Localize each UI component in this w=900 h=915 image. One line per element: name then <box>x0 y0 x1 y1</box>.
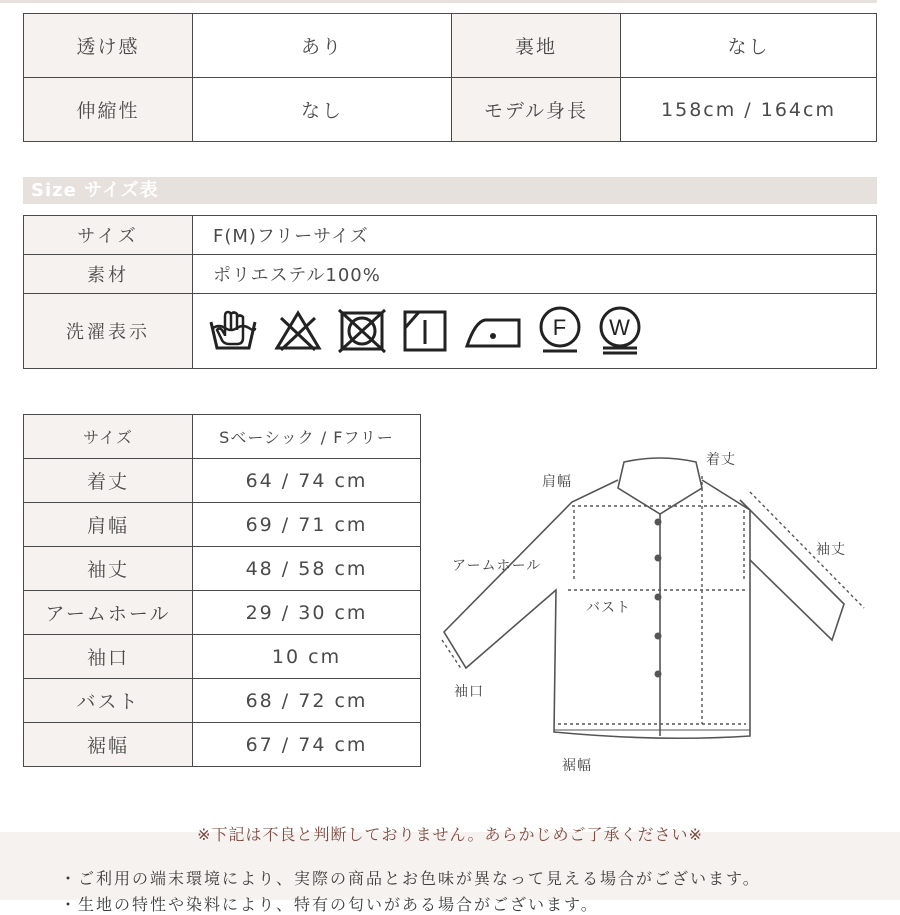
size-info-row <box>24 255 877 294</box>
material-value: ポリエステル100% <box>193 255 877 294</box>
hand-wash-icon <box>207 308 259 354</box>
spec-label: 伸縮性 <box>24 78 193 142</box>
material-label: 素材 <box>24 255 193 294</box>
diagram-label-bust: バスト <box>586 600 631 616</box>
dry-clean-letter: F <box>552 315 568 340</box>
measurement-label: アームホール <box>24 591 193 635</box>
size-info-table <box>23 215 877 369</box>
size-label: サイズ <box>24 216 193 255</box>
measurement-label: 袖口 <box>24 635 193 679</box>
spec-value: なし <box>193 78 452 142</box>
spec-value: 158cm / 164cm <box>621 78 877 142</box>
measurement-row <box>24 679 421 723</box>
measurement-label: バスト <box>24 679 193 723</box>
notice-title: ※下記は不良と判断しておりません。あらかじめご了承ください※ <box>197 825 703 844</box>
measurement-value: 48 / 58 cm <box>193 547 421 591</box>
size-info-row <box>24 294 877 369</box>
measurement-value: 64 / 74 cm <box>193 459 421 503</box>
wet-clean-w-icon <box>597 306 643 356</box>
spec-value: なし <box>621 14 877 78</box>
care-label: 洗濯表示 <box>24 294 193 369</box>
diagram-label-sleeve: 袖丈 <box>816 542 846 558</box>
measurement-row <box>24 591 421 635</box>
diagram-label-length: 着丈 <box>706 452 736 468</box>
line-dry-shade-icon <box>401 308 449 354</box>
measurement-header-row <box>24 415 421 459</box>
measurement-row <box>24 635 421 679</box>
measurement-value: 67 / 74 cm <box>193 723 421 767</box>
diagram-label-cuff: 袖口 <box>454 684 484 700</box>
measurement-value: 10 cm <box>193 635 421 679</box>
spec-row <box>24 14 877 78</box>
diagram-label-shoulder: 肩幅 <box>542 474 572 490</box>
measurement-label: 肩幅 <box>24 503 193 547</box>
shirt-outline <box>444 458 844 738</box>
measurement-value: 29 / 30 cm <box>193 591 421 635</box>
spec-row <box>24 78 877 142</box>
notice-line: ・生地の特性や染料により、特有の匂いがある場合がございます。 <box>60 895 599 914</box>
shirt-measurement-diagram <box>440 440 885 780</box>
measurement-label: 着丈 <box>24 459 193 503</box>
no-bleach-icon <box>273 308 323 354</box>
measurement-row <box>24 547 421 591</box>
care-cell <box>193 294 877 369</box>
size-value: F(M)フリーサイズ <box>193 216 877 255</box>
spec-label: 裏地 <box>452 14 621 78</box>
care-icons <box>207 306 876 356</box>
measurement-value: 69 / 71 cm <box>193 503 421 547</box>
measurement-table <box>23 414 421 767</box>
notice-line: ・ご利用の端末環境により、実際の商品とお色味が異なって見える場合がございます。 <box>60 869 761 888</box>
measurement-value: 68 / 72 cm <box>193 679 421 723</box>
spec-value: あり <box>193 14 452 78</box>
measurement-header-value: Sベーシック / Fフリー <box>193 415 421 459</box>
measurement-header-label: サイズ <box>24 415 193 459</box>
no-tumble-dry-icon <box>337 308 387 354</box>
size-info-row <box>24 216 877 255</box>
top-divider <box>0 0 877 3</box>
measurement-row <box>24 503 421 547</box>
diagram-label-armhole: アームホール <box>452 558 542 574</box>
diagram-label-hem: 裾幅 <box>562 758 592 774</box>
measurement-label: 袖丈 <box>24 547 193 591</box>
dry-clean-f-icon <box>537 306 583 356</box>
wet-clean-letter: W <box>609 315 631 340</box>
measurement-row <box>24 723 421 767</box>
measurement-label: 裾幅 <box>24 723 193 767</box>
spec-label: 透け感 <box>24 14 193 78</box>
size-section-heading: Size サイズ表 <box>23 177 877 204</box>
measurement-lines <box>442 476 864 724</box>
iron-low-icon <box>463 308 523 354</box>
spec-label: モデル身長 <box>452 78 621 142</box>
spec-table <box>23 13 877 142</box>
measurement-row <box>24 459 421 503</box>
